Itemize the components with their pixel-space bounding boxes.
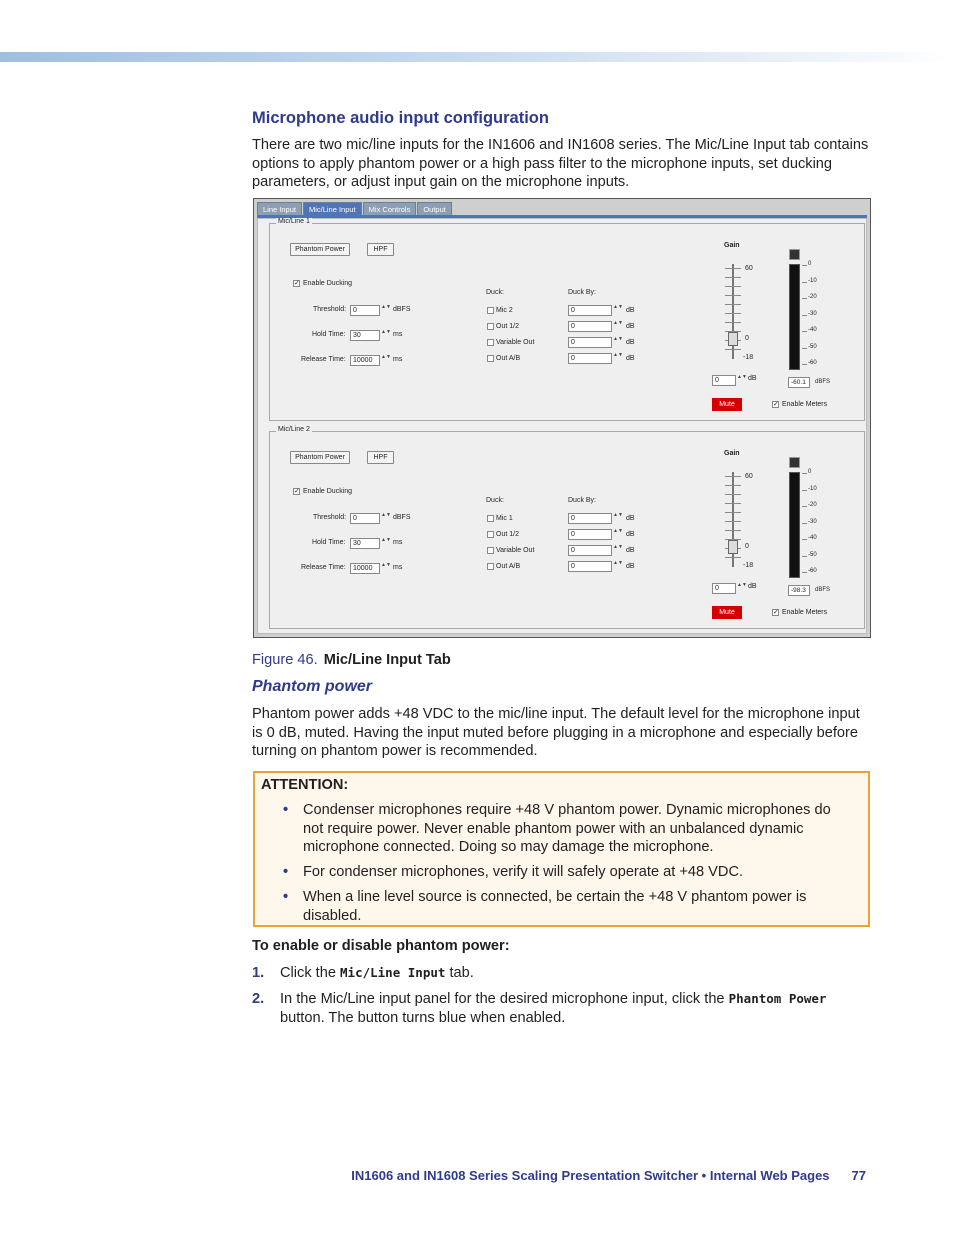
duck-source-checkbox[interactable]	[487, 339, 494, 346]
hold-time-spinner[interactable]: ▲▼	[381, 329, 391, 335]
step-2: 2. In the Mic/Line input panel for the desired microphone input, click the Phantom Power button. The button turns blue when enabled.	[252, 991, 827, 1026]
gain-tick	[725, 521, 741, 522]
meter-scale-label: -10	[808, 485, 817, 492]
meter-tick	[802, 348, 807, 349]
gain-unit: dB	[748, 375, 757, 382]
meter-value: -60.1	[788, 377, 810, 388]
release-time-label: Release Time:	[301, 564, 346, 571]
gain-label: Gain	[724, 242, 740, 249]
attention-item: • When a line level source is connected, be certain the +48 V phantom power is disabled.	[283, 888, 807, 924]
hpf-button[interactable]: HPF	[367, 451, 394, 464]
release-time-spinner[interactable]: ▲▼	[381, 562, 391, 568]
meter-scale-label: -30	[808, 310, 817, 317]
duck-source-checkbox[interactable]	[487, 323, 494, 330]
gain-unit: dB	[748, 583, 757, 590]
tab-panel	[257, 218, 867, 634]
gain-input[interactable]: 0	[712, 583, 736, 594]
gain-min-label: -18	[743, 562, 754, 569]
duck-source-label: Out A/B	[496, 355, 521, 362]
gain-tick	[725, 494, 741, 495]
mic-line-input-screenshot	[253, 198, 871, 638]
duck-source-checkbox[interactable]	[487, 307, 494, 314]
section-heading: Microphone audio input configuration	[252, 109, 549, 127]
enable-ducking-label: Enable Ducking	[303, 488, 353, 495]
gain-tick	[725, 313, 741, 314]
duck-by-input[interactable]: 0	[568, 337, 612, 348]
tab-line-input[interactable]: Line Input	[257, 202, 302, 216]
step-1: 1. Click the Mic/Line Input tab.	[252, 965, 474, 981]
duck-label: Duck:	[486, 497, 504, 504]
enable-ducking-label: Enable Ducking	[303, 280, 353, 287]
gain-slider-thumb[interactable]	[728, 540, 738, 554]
duck-by-input[interactable]: 0	[568, 305, 612, 316]
meter-scale-label: -50	[808, 551, 817, 558]
duck-by-input[interactable]: 0	[568, 353, 612, 364]
peak-indicator	[789, 457, 800, 468]
release-time-unit: ms	[393, 356, 403, 363]
duck-by-unit: dB	[626, 547, 635, 554]
duck-source-label: Mic 1	[496, 515, 513, 522]
gain-tick	[725, 349, 741, 350]
gain-min-label: -18	[743, 354, 754, 361]
meter-tick	[802, 539, 807, 540]
step-number: 1.	[252, 965, 265, 981]
enable-ducking-checkbox[interactable]: ✓	[294, 280, 300, 287]
section-title: Mic/Line 2	[278, 426, 310, 433]
gain-tick	[725, 277, 741, 278]
duck-by-unit: dB	[626, 531, 635, 538]
meter-unit: dBFS	[815, 379, 831, 385]
bullet: •	[283, 802, 289, 818]
duck-source-label: Variable Out	[496, 339, 535, 346]
meter-value: -98.3	[788, 585, 810, 596]
hold-time-input[interactable]: 30	[350, 538, 380, 549]
phantom-power-button[interactable]: Phantom Power	[290, 451, 350, 464]
threshold-input[interactable]: 0	[350, 305, 380, 316]
code-text: Phantom Power	[728, 991, 827, 1006]
gain-label: Gain	[724, 450, 740, 457]
duck-by-spinner[interactable]: ▲▼	[613, 304, 623, 310]
duck-by-spinner[interactable]: ▲▼	[613, 336, 623, 342]
gain-spinner[interactable]: ▲▼	[737, 374, 747, 380]
release-time-unit: ms	[393, 564, 403, 571]
duck-by-input[interactable]: 0	[568, 513, 612, 524]
meter-scale-label: -30	[808, 518, 817, 525]
duck-by-spinner[interactable]: ▲▼	[613, 512, 623, 518]
threshold-label: Threshold:	[313, 306, 347, 313]
duck-by-unit: dB	[626, 515, 635, 522]
phantom-power-heading: Phantom power	[252, 678, 373, 695]
figure-number: Figure 46.	[252, 652, 318, 668]
duck-by-unit: dB	[626, 355, 635, 362]
duck-source-label: Variable Out	[496, 547, 535, 554]
figure-title: Mic/Line Input Tab	[323, 652, 451, 668]
duck-source-label: Mic 2	[496, 307, 513, 314]
duck-source-checkbox[interactable]	[487, 515, 494, 522]
mic-line-1-section	[269, 218, 865, 421]
gain-max-label: 60	[745, 265, 753, 272]
intro-paragraph: There are two mic/line inputs for the IN1606 and IN1608 series. The Mic/Line Input tab contains options to apply phantom power or a high pass filter to the microphone inputs, set ducking parameters, or adjust input gain on the microphone inputs.	[252, 137, 869, 191]
meter-tick	[802, 523, 807, 524]
hpf-button[interactable]: HPF	[367, 243, 394, 256]
meter-tick	[802, 282, 807, 283]
meter-tick	[802, 364, 807, 365]
duck-source-checkbox[interactable]	[487, 563, 494, 570]
enable-meters-label: Enable Meters	[782, 401, 828, 408]
code-text: Mic/Line Input	[340, 965, 446, 980]
attention-label: ATTENTION:	[261, 777, 349, 793]
meter-scale-label: -10	[808, 277, 817, 284]
mic-line-2-section	[269, 426, 865, 629]
duck-by-spinner[interactable]: ▲▼	[613, 544, 623, 550]
attention-box	[253, 771, 870, 927]
meter-tick	[802, 556, 807, 557]
procedure-heading: To enable or disable phantom power:	[252, 938, 510, 954]
meter-tick	[802, 506, 807, 507]
duck-source-checkbox[interactable]	[487, 547, 494, 554]
hold-time-spinner[interactable]: ▲▼	[381, 537, 391, 543]
meter-scale-label: -50	[808, 343, 817, 350]
gain-zero-label: 0	[745, 543, 749, 550]
duck-source-checkbox[interactable]	[487, 531, 494, 538]
gain-input[interactable]: 0	[712, 375, 736, 386]
gain-tick	[725, 485, 741, 486]
hold-time-unit: ms	[393, 331, 403, 338]
gain-slider-thumb[interactable]	[728, 332, 738, 346]
enable-ducking-checkbox[interactable]: ✓	[294, 488, 300, 495]
meter-unit: dBFS	[815, 587, 831, 593]
gain-tick	[725, 295, 741, 296]
gain-tick	[725, 476, 741, 477]
meter-tick	[802, 331, 807, 332]
gain-tick	[725, 530, 741, 531]
release-time-input[interactable]: 10000	[350, 355, 380, 366]
meter-scale-label: -40	[808, 327, 817, 333]
meter-tick	[802, 265, 807, 266]
level-meter	[789, 472, 800, 578]
gain-tick	[725, 322, 741, 323]
hold-time-label: Hold Time:	[312, 539, 346, 546]
meter-scale-label: 0	[808, 469, 812, 475]
meter-tick	[802, 298, 807, 299]
tab-mic-line-input[interactable]: Mic/Line Input	[303, 202, 362, 216]
release-time-spinner[interactable]: ▲▼	[381, 354, 391, 360]
meter-tick	[802, 572, 807, 573]
enable-meters-label: Enable Meters	[782, 609, 828, 616]
attention-item: • For condenser microphones, verify it will safely operate at +48 VDC.	[283, 864, 744, 881]
duck-by-spinner[interactable]: ▲▼	[613, 352, 623, 358]
hold-time-unit: ms	[393, 539, 403, 546]
step-number: 2.	[252, 991, 265, 1007]
gain-tick	[725, 286, 741, 287]
tab-bar	[257, 202, 453, 216]
attention-list	[261, 801, 851, 931]
meter-scale-label: -40	[808, 535, 817, 541]
gain-tick	[725, 268, 741, 269]
gain-max-label: 60	[745, 473, 753, 480]
duck-by-input[interactable]: 0	[568, 561, 612, 572]
enable-meters-checkbox[interactable]: ✓	[773, 609, 779, 616]
phantom-power-button[interactable]: Phantom Power	[290, 243, 350, 256]
meter-scale-label: -20	[808, 294, 817, 300]
threshold-unit: dBFS	[393, 514, 411, 521]
meter-scale-label: -60	[808, 360, 817, 366]
duck-by-label: Duck By:	[568, 289, 597, 296]
duck-by-unit: dB	[626, 339, 635, 346]
release-time-label: Release Time:	[301, 356, 346, 363]
gain-spinner[interactable]: ▲▼	[737, 582, 747, 588]
phantom-power-paragraph: Phantom power adds +48 VDC to the mic/line input. The default level for the microphone input is 0 dB, muted. Having the input muted before plugging in a microphone and especially before turning on phantom power is recommended.	[252, 706, 860, 760]
threshold-spinner[interactable]: ▲▼	[381, 512, 391, 518]
hold-time-label: Hold Time:	[312, 331, 346, 338]
threshold-label: Threshold:	[313, 514, 347, 521]
duck-by-input[interactable]: 0	[568, 529, 612, 540]
threshold-unit: dBFS	[393, 306, 411, 313]
meter-tick	[802, 490, 807, 491]
threshold-spinner[interactable]: ▲▼	[381, 304, 391, 310]
threshold-input[interactable]: 0	[350, 513, 380, 524]
duck-source-checkbox[interactable]	[487, 355, 494, 362]
duck-label: Duck:	[486, 289, 504, 296]
figure-caption	[252, 652, 451, 668]
tab-output[interactable]: Output	[417, 202, 452, 216]
gain-tick	[725, 557, 741, 558]
section-title: Mic/Line 1	[278, 218, 310, 225]
peak-indicator	[789, 249, 800, 260]
page-footer	[300, 1168, 866, 1183]
mute-button[interactable]: Mute	[712, 606, 742, 619]
meter-tick	[802, 315, 807, 316]
meter-scale-label: -60	[808, 568, 817, 574]
duck-source-label: Out 1/2	[496, 323, 519, 330]
footer-title: IN1606 and IN1608 Series Scaling Presentation Switcher • Internal Web Pages	[351, 1168, 830, 1183]
header-gradient-bar	[0, 52, 954, 62]
gain-tick	[725, 512, 741, 513]
hold-time-input[interactable]: 30	[350, 330, 380, 341]
page-number: 77	[851, 1168, 866, 1183]
level-meter	[789, 264, 800, 370]
duck-by-label: Duck By:	[568, 497, 597, 504]
release-time-input[interactable]: 10000	[350, 563, 380, 574]
enable-meters-checkbox[interactable]: ✓	[773, 401, 779, 408]
duck-by-spinner[interactable]: ▲▼	[613, 560, 623, 566]
mute-button[interactable]: Mute	[712, 398, 742, 411]
duck-by-input[interactable]: 0	[568, 321, 612, 332]
meter-tick	[802, 473, 807, 474]
duck-source-label: Out A/B	[496, 563, 521, 570]
meter-scale-label: -20	[808, 502, 817, 508]
bullet: •	[283, 864, 289, 881]
duck-by-spinner[interactable]: ▲▼	[613, 528, 623, 534]
duck-by-spinner[interactable]: ▲▼	[613, 320, 623, 326]
duck-by-unit: dB	[626, 307, 635, 314]
duck-source-label: Out 1/2	[496, 531, 519, 538]
gain-tick	[725, 304, 741, 305]
meter-scale-label: 0	[808, 261, 812, 267]
gain-zero-label: 0	[745, 335, 749, 342]
duck-by-unit: dB	[626, 563, 635, 570]
duck-by-unit: dB	[626, 323, 635, 330]
tab-mix-controls[interactable]: Mix Controls	[363, 202, 417, 216]
bullet: •	[283, 888, 289, 905]
duck-by-input[interactable]: 0	[568, 545, 612, 556]
attention-item: • Condenser microphones require +48 V phantom power. Dynamic microphones do not require power. Never enable phantom power with an unbalanced dynamic microphone connected. Doing so may damage the microphone.	[283, 802, 831, 856]
gain-tick	[725, 503, 741, 504]
